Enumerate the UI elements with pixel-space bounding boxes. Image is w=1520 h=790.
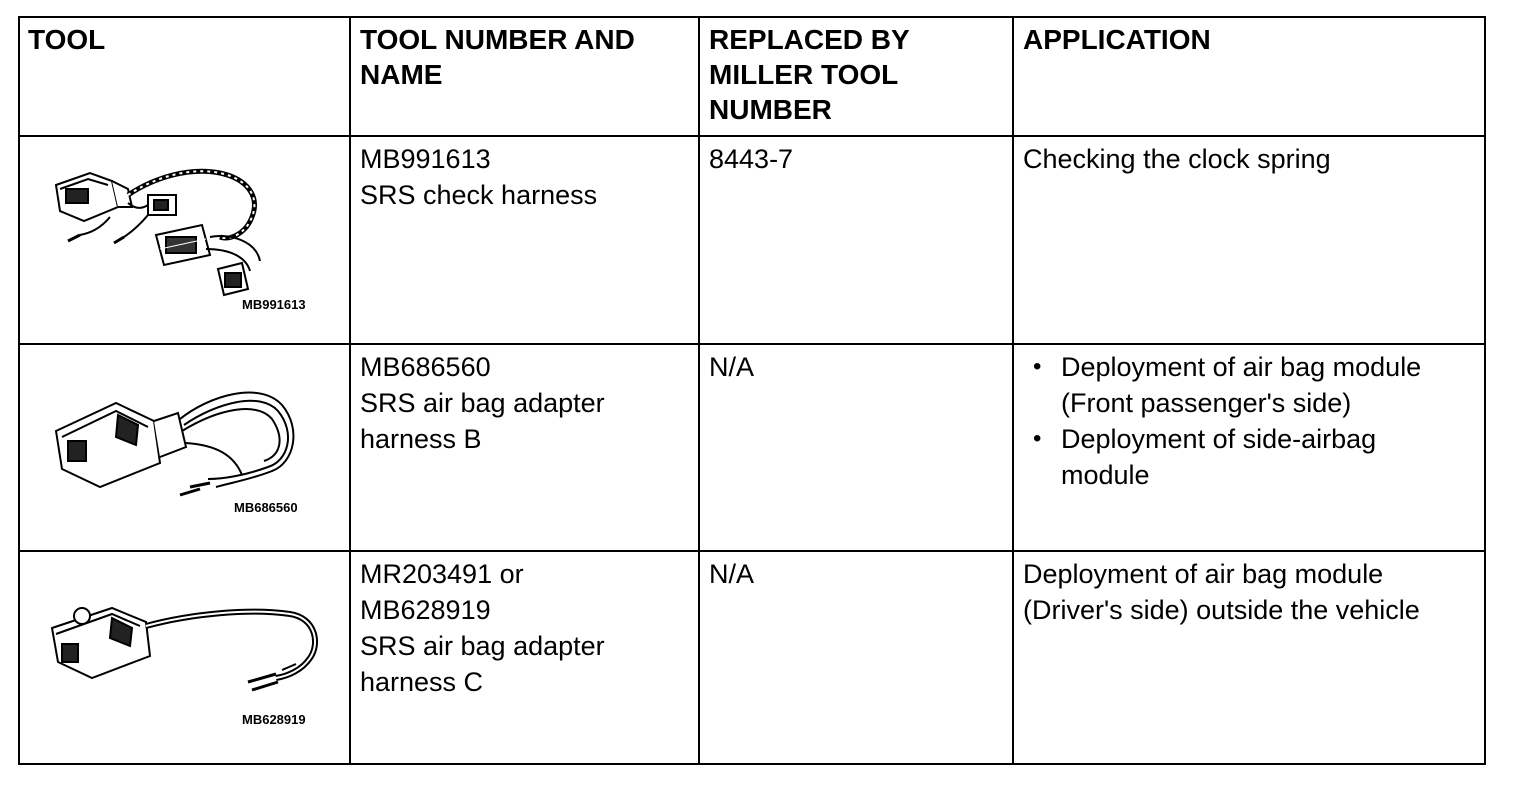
replaced-by-miller-number: N/A	[699, 551, 1013, 764]
application-item-text: Deployment of side-airbag module	[1061, 424, 1377, 490]
bullet-icon: •	[1033, 425, 1042, 452]
list-item	[1023, 349, 1475, 421]
tool-number-and-name: MR203491 or MB628919 SRS air bag adapter harness C	[350, 551, 699, 764]
tool-image-cell	[19, 136, 350, 344]
header-tool: TOOL	[19, 17, 350, 136]
tool-number-and-name: MB686560 SRS air bag adapter harness B	[350, 344, 699, 551]
header-replaced-by-miller: REPLACED BY MILLER TOOL NUMBER	[699, 17, 1013, 136]
tool-number-and-name: MB991613 SRS check harness	[350, 136, 699, 344]
tool-image-caption: MB628919	[242, 712, 306, 727]
bullet-icon: •	[1033, 353, 1042, 380]
header-row	[19, 17, 1485, 136]
adapter-harness-b-illustration	[20, 345, 349, 545]
tool-image-caption: MB686560	[234, 500, 298, 515]
header-tool-number-and-name: TOOL NUMBER AND NAME	[350, 17, 699, 136]
replaced-by-miller-number: 8443-7	[699, 136, 1013, 344]
adapter-harness-c-illustration	[20, 552, 349, 758]
application-item-text: Deployment of air bag module (Front passenger's side)	[1061, 352, 1422, 418]
table-row	[19, 136, 1485, 344]
application-text: Checking the clock spring	[1013, 136, 1485, 344]
application-list	[1023, 349, 1475, 493]
tool-image-caption: MB991613	[242, 297, 306, 312]
table-row	[19, 551, 1485, 764]
table-row	[19, 344, 1485, 551]
list-item	[1023, 421, 1475, 493]
special-tools-table	[18, 16, 1486, 765]
tool-image-cell	[19, 344, 350, 551]
replaced-by-miller-number: N/A	[699, 344, 1013, 551]
application-list-cell	[1013, 344, 1485, 551]
header-application: APPLICATION	[1013, 17, 1485, 136]
tool-image-cell	[19, 551, 350, 764]
application-text: Deployment of air bag module (Driver's side) outside the vehicle	[1013, 551, 1485, 764]
